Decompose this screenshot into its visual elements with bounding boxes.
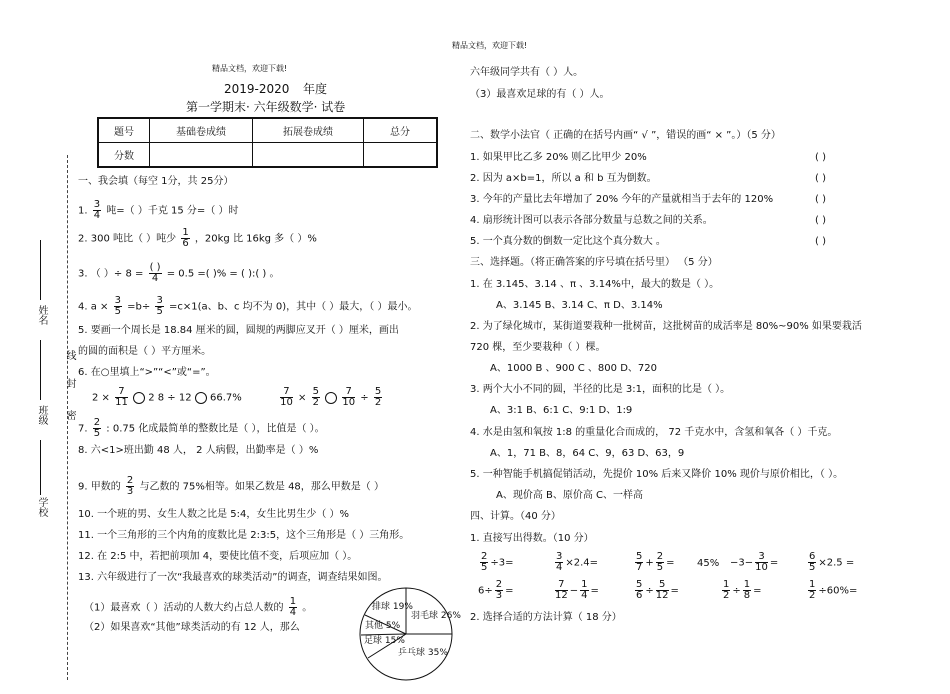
q9: 9. 甲数的 $\frac{2}{3}$ 与乙数的 75%相等。如果乙数是 48，那么甲数是（ ） xyxy=(78,475,384,497)
pie-chart xyxy=(356,584,456,684)
score-header-cell: 总分 xyxy=(364,118,438,143)
class-label: 班级 xyxy=(36,405,47,425)
score-row-label: 分数 xyxy=(98,143,150,168)
q6: 6. 在○里填上“>”“<”或“=”。 xyxy=(78,367,216,378)
choice-5: 5. 一种智能手机搞促销活动，先提价 10% 后来又降价 10% 现价与原价相比，（ ）。 xyxy=(470,469,844,480)
judge-paren[interactable]: ( ) xyxy=(815,215,826,226)
calc-a1: $\frac{2}{5}$ ÷3= xyxy=(481,551,514,573)
compare-circle[interactable] xyxy=(133,392,145,404)
judge-3: 3. 今年的产量比去年增加了 20% 今年的产量就相当于去年的 120% xyxy=(470,194,774,205)
score-cell[interactable] xyxy=(364,143,438,168)
r1: 六年级同学共有（ ）人。 xyxy=(470,67,584,78)
q7: 7. $\frac{2}{5}$ : 0.75 化成最简单的整数比是（ ），比值是（ ）。 xyxy=(78,417,325,439)
compare-circle[interactable] xyxy=(195,392,207,404)
q8: 8. 六<1>班出勤 48 人， 2 人病假，出勤率是（ ）% xyxy=(78,445,319,456)
score-cell[interactable] xyxy=(253,143,364,168)
calc-b2: $\frac{7}{12}$ − $\frac{1}{4}$ = xyxy=(555,579,599,601)
q13: 13. 六年级进行了一次“我最喜欢的球类活动”的调查，调查结果如图。 xyxy=(78,572,388,583)
judge-4: 4. 扇形统计图可以表示各部分数量与总数之间的关系。 xyxy=(470,215,713,226)
class-line xyxy=(40,340,41,400)
compare-circle[interactable] xyxy=(325,392,337,404)
r2: （3）最喜欢足球的有（ ）人。 xyxy=(470,89,610,100)
score-table xyxy=(97,117,438,168)
q4: 4. a × $\frac{3}{5}$ =b÷ $\frac{3}{5}$ =c×1(a、b、c 均不为 0)，其中（ ）最大，（ ）最小。 xyxy=(78,295,418,317)
page-title: 第一学期末· 六年级数学· 试卷 xyxy=(186,100,346,114)
pie-label: 羽毛球 26% xyxy=(411,611,461,621)
q12: 12. 在 2:5 中，若把前项加 4，要使比值不变，后项应加（ ）。 xyxy=(78,551,358,562)
section2-title: 二、数学小法官（ 正确的在括号内画“ √ ”，错误的画“ × ”。）（5 分） xyxy=(470,130,781,141)
pie-label: 排球 19% xyxy=(372,602,413,612)
calc-b3: $\frac{5}{6}$ ÷ $\frac{5}{12}$ = xyxy=(636,579,679,601)
pie-label: 其他 5% xyxy=(365,621,401,631)
name-line xyxy=(40,240,41,300)
q13-part2: （2）如果喜欢“其他”球类活动的有 12 人，那么 xyxy=(84,622,300,633)
judge-2: 2. 因为 a×b=1，所以 a 和 b 互为倒数。 xyxy=(470,173,657,184)
calc-a4: 45% xyxy=(697,558,720,569)
section3-title: 三、选择题。（将正确答案的序号填在括号里） （5 分） xyxy=(470,257,718,268)
judge-paren[interactable]: ( ) xyxy=(815,152,826,163)
choice-2: 2. 为了绿化城市，某街道要栽种一批树苗，这批树苗的成活率是 80%~90% 如果要栽活 xyxy=(470,321,862,332)
q6-items: 2 × $\frac{7}{11}$ 2 8 ÷ 12 66.7% $\frac{7}{10}$ × $\frac{5}{2}$ $\frac{7}{10}$ ÷ $\frac{5}{2}$ xyxy=(92,386,382,408)
section4-title: 四、计算。（40 分） xyxy=(470,511,561,522)
judge-paren[interactable]: ( ) xyxy=(815,194,826,205)
q10: 10. 一个班的男、女生人数之比是 5:4，女生比男生少（ ）% xyxy=(78,509,350,520)
choice-1: 1. 在 3.145、3.14 、π 、3.14%中，最大的数是（ ）。 xyxy=(470,279,720,290)
calc-a6: $\frac{6}{5}$ ×2.5 = xyxy=(809,551,855,573)
name-label: 姓名 xyxy=(36,305,47,325)
judge-5: 5. 一个真分数的倒数一定比这个真分数大 。 xyxy=(470,236,666,247)
q13-part1: （1）最喜欢（ ）活动的人数大约占总人数的 $\frac{1}{4}$ 。 xyxy=(84,596,313,618)
header-year: 2019-2020 xyxy=(224,82,290,96)
q11: 11. 一个三角形的三个内角的度数比是 2:3:5，这个三角形是（ ）三角形。 xyxy=(78,530,410,541)
calc-a3: $\frac{5}{7}$ + $\frac{2}{5}$ = xyxy=(636,551,675,573)
score-header-cell: 题号 xyxy=(98,118,150,143)
calc-a5: −3− $\frac{3}{10}$ = xyxy=(730,551,779,573)
choice-4-options: A、1，71 B、8，64 C、9，63 D、63，9 xyxy=(490,448,685,459)
section1-title: 一、我会填（每空 1分，共 25分） xyxy=(78,176,234,187)
watermark-top: 精品文档，欢迎下载! xyxy=(452,41,528,50)
feng-label: 封 xyxy=(64,378,75,388)
score-header-cell: 基础卷成绩 xyxy=(150,118,253,143)
school-line xyxy=(40,440,41,495)
q2: 2. 300 吨比（ ）吨少 $\frac{1}{6}$ ，20kg 比 16kg 多（ ）% xyxy=(78,227,317,249)
judge-paren[interactable]: ( ) xyxy=(815,236,826,247)
q3: 3. （ ）÷ 8 = $\frac{( )}{4}$ = 0.5 =( )% = ( ):( ) 。 xyxy=(78,262,280,284)
mi-label: 密 xyxy=(64,410,75,420)
choice-1-options: A、3.145 B、3.14 C、π D、3.14% xyxy=(496,300,663,311)
judge-1: 1. 如果甲比乙多 20% 则乙比甲少 20% xyxy=(470,152,647,163)
choice-2-options: A、1000 B 、900 C 、800 D、720 xyxy=(490,363,657,374)
choice-3: 3. 两个大小不同的圆，半径的比是 3:1，面积的比是（ ）。 xyxy=(470,384,731,395)
calc-b5: $\frac{1}{2}$ ÷60%= xyxy=(809,579,858,601)
calc-sub1-title: 1. 直接写出得数。（10 分） xyxy=(470,533,594,544)
header-year-suffix: 年度 xyxy=(303,82,328,96)
calc-a2: $\frac{3}{4}$ ×2.4= xyxy=(556,551,599,573)
pie-label: 乒乓球 35% xyxy=(398,648,448,658)
judge-paren[interactable]: ( ) xyxy=(815,173,826,184)
score-header-cell: 拓展卷成绩 xyxy=(253,118,364,143)
calc-b1: 6÷ $\frac{2}{3}$ = xyxy=(478,579,514,601)
score-cell[interactable] xyxy=(150,143,253,168)
choice-2-line2: 720 棵，至少要栽种（ ）棵。 xyxy=(470,342,606,353)
choice-5-options: A、现价高 B、原价高 C、一样高 xyxy=(496,490,644,501)
q5-line2: 的圆的面积是（ ）平方厘米。 xyxy=(78,346,212,357)
choice-3-options: A、3:1 B、6:1 C、9:1 D、1:9 xyxy=(490,405,633,416)
watermark-left: 精品文档，欢迎下载! xyxy=(212,64,288,73)
pie-label: 足球 15% xyxy=(364,636,405,646)
calc-sub2-title: 2. 选择合适的方法计算（ 18 分） xyxy=(470,612,622,623)
choice-4: 4. 水是由氢和氧按 1:8 的重量化合而成的， 72 千克水中，含氢和氧各（ ）千克。 xyxy=(470,427,838,438)
calc-b4: $\frac{1}{2}$ ÷ $\frac{1}{8}$ = xyxy=(723,579,762,601)
xian-label: 线 xyxy=(64,350,75,360)
q5: 5. 要画一个周长是 18.84 厘米的圆，圆规的两脚应叉开（ ）厘米，画出 xyxy=(78,325,399,336)
school-label: 学校 xyxy=(36,497,47,517)
q1: 1. $\frac{3}{4}$ 吨=（ ）千克 15 分=（ ）时 xyxy=(78,199,239,221)
